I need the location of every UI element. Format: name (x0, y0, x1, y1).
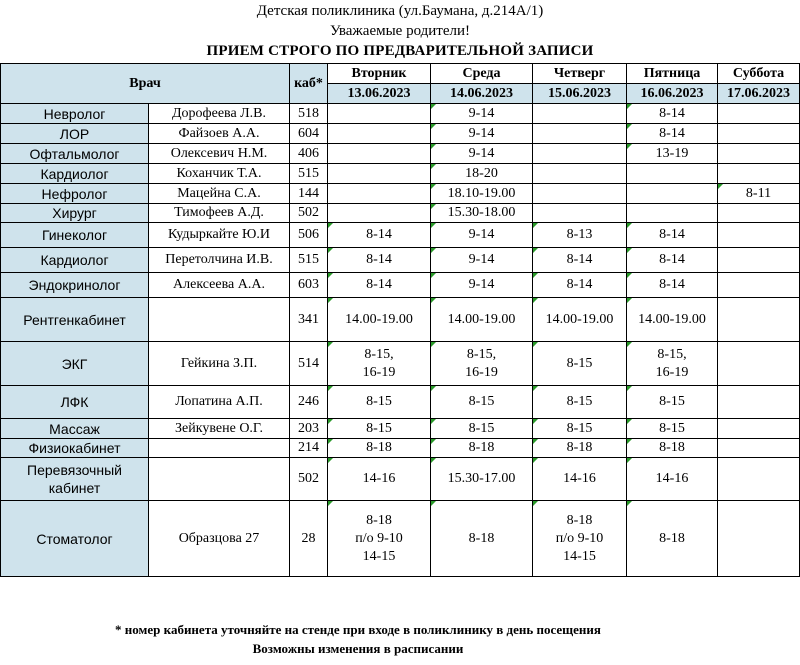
specialty-label: Гинеколог (41, 227, 108, 243)
slot-cell (533, 342, 627, 386)
slot-hours: 8-14 (659, 227, 685, 242)
slot-cell (718, 419, 800, 439)
room-cell: 203 (290, 419, 328, 439)
doctor-cell: Алексеева А.А. (149, 273, 290, 298)
specialty-cell (1, 204, 149, 223)
slot-hours: 8-14 (366, 252, 392, 267)
table-row (1, 184, 800, 204)
specialty-label: Кардиолог (40, 165, 109, 182)
slot-cell (533, 248, 627, 273)
slot-cell (718, 124, 800, 144)
slot-hours: 14.00-19.00 (545, 311, 614, 327)
slot-hours: 9-14 (468, 227, 495, 242)
table-row (1, 458, 800, 501)
doctor-cell (149, 439, 290, 458)
specialty-label: Массаж (49, 420, 100, 437)
day-header-3: Пятница (627, 64, 718, 84)
slot-cell (328, 273, 431, 298)
specialty-cell (1, 273, 149, 298)
slot-cell (431, 273, 533, 298)
slot-cell (533, 204, 627, 223)
slot-cell (431, 439, 533, 458)
day-header-0: Вторник (328, 64, 431, 84)
slot-cell (431, 501, 533, 577)
specialty-label: Эндокринолог (28, 277, 121, 293)
slot-cell (718, 144, 800, 164)
room-cell: 502 (290, 458, 328, 501)
doctor-column-header: Врач (1, 64, 290, 104)
slot-hours: 8-15, 16-19 (465, 346, 498, 380)
slot-hours: 14.00-19.00 (345, 311, 413, 327)
slot-cell (328, 458, 431, 501)
specialty-label: ЛФК (60, 394, 89, 410)
slot-cell (627, 124, 718, 144)
room-cell: 406 (290, 144, 328, 164)
room-cell: 603 (290, 273, 328, 298)
specialty-cell (1, 144, 149, 164)
slot-cell (627, 104, 718, 124)
slot-hours: 14-16 (362, 471, 396, 486)
day-header-2: Четверг (533, 64, 627, 84)
slot-cell (718, 104, 800, 124)
room-cell: 246 (290, 386, 328, 419)
date-header-1: 14.06.2023 (431, 84, 533, 104)
schedule-table (0, 63, 800, 577)
specialty-cell (1, 124, 149, 144)
table-row (1, 386, 800, 419)
slot-hours: 8-15 (468, 420, 495, 436)
specialty-label: Кардиолог (40, 252, 109, 268)
doctor-cell: Лопатина А.П. (149, 386, 290, 419)
room-cell: 515 (290, 164, 328, 184)
slot-hours: 8-14 (566, 277, 593, 292)
slot-hours: 8-18 (468, 530, 495, 546)
specialty-cell (1, 164, 149, 184)
slot-cell (718, 342, 800, 386)
slot-hours: 15.30-18.00 (447, 205, 516, 220)
slot-hours: 14.00-19.00 (638, 311, 706, 327)
slot-cell (431, 144, 533, 164)
room-footnote: * номер кабинета уточняйте на стенде при входе в поликлинику в день посещения (115, 622, 601, 637)
slot-hours: 8-18 (659, 530, 685, 546)
slot-cell (431, 124, 533, 144)
doctor-cell: Гейкина З.П. (149, 342, 290, 386)
slot-cell (431, 342, 533, 386)
doctor-cell: Олексевич Н.М. (149, 144, 290, 164)
slot-hours: 9-14 (468, 252, 495, 267)
slot-cell (718, 164, 800, 184)
slot-cell (627, 458, 718, 501)
slot-cell (431, 419, 533, 439)
doctor-cell: Зейкувене О.Г. (149, 419, 290, 439)
slot-hours: 14-16 (563, 471, 596, 486)
specialty-cell (1, 501, 149, 577)
slot-cell (627, 273, 718, 298)
specialty-cell (1, 439, 149, 458)
day-header-4: Суббота (718, 64, 800, 84)
room-cell: 144 (290, 184, 328, 204)
slot-hours: 14.00-19.00 (447, 311, 516, 327)
specialty-label: Офтальмолог (29, 145, 120, 162)
specialty-label: Физиокабинет (28, 440, 121, 456)
slot-cell (718, 439, 800, 458)
slot-hours: 18.10-19.00 (447, 185, 516, 201)
doctor-cell: Образцова 27 (149, 501, 290, 577)
slot-cell (328, 386, 431, 419)
slot-hours: 8-15 (659, 394, 685, 409)
table-row (1, 419, 800, 439)
doctor-cell: Дорофеева Л.В. (149, 104, 290, 124)
specialty-label: Рентгенкабинет (23, 311, 126, 328)
room-cell: 502 (290, 204, 328, 223)
table-row (1, 104, 800, 124)
doctor-cell (149, 458, 290, 501)
slot-cell (533, 273, 627, 298)
slot-cell (533, 386, 627, 419)
slot-cell (627, 501, 718, 577)
slot-cell (533, 298, 627, 342)
slot-hours: 8-18 п/о 9-10 14-15 (555, 512, 604, 564)
clinic-title: Детская поликлиника (ул.Баумана, д.214А/1) (256, 3, 544, 19)
slot-hours: 8-14 (366, 227, 392, 242)
slot-hours: 8-14 (659, 105, 685, 121)
header-row-days (1, 64, 800, 84)
slot-hours: 8-15 (566, 394, 593, 409)
specialty-label: Перевязочный кабинет (27, 462, 122, 496)
slot-cell (533, 164, 627, 184)
slot-cell (627, 164, 718, 184)
room-cell: 341 (290, 298, 328, 342)
slot-hours: 8-15, 16-19 (655, 346, 689, 380)
room-cell: 604 (290, 124, 328, 144)
slot-cell (533, 124, 627, 144)
doctor-cell: Перетолчина И.В. (149, 248, 290, 273)
room-cell: 518 (290, 104, 328, 124)
doctor-cell: Мацейна С.А. (149, 184, 290, 204)
slot-hours: 18-20 (465, 165, 498, 181)
slot-hours: 9-14 (468, 277, 495, 292)
table-row (1, 342, 800, 386)
slot-cell (627, 223, 718, 248)
date-header-4: 17.06.2023 (718, 84, 800, 104)
slot-cell (718, 184, 800, 204)
table-row (1, 439, 800, 458)
specialty-cell (1, 104, 149, 124)
doctor-cell: Кудыркайте Ю.И (149, 223, 290, 248)
table-row (1, 298, 800, 342)
slot-cell (328, 184, 431, 204)
slot-cell (328, 223, 431, 248)
slot-hours: 8-18 (468, 440, 495, 455)
specialty-cell (1, 342, 149, 386)
slot-cell (627, 144, 718, 164)
slot-hours: 8-18 (659, 440, 685, 455)
slot-hours: 8-14 (366, 277, 392, 292)
slot-cell (431, 223, 533, 248)
date-header-2: 15.06.2023 (533, 84, 627, 104)
slot-cell (328, 104, 431, 124)
slot-hours: 8-15 (659, 420, 685, 436)
specialty-label: Хирург (52, 205, 97, 221)
slot-cell (328, 342, 431, 386)
slot-cell (718, 223, 800, 248)
slot-hours: 8-15 (366, 420, 392, 436)
slot-cell (627, 439, 718, 458)
specialty-label: ЛОР (59, 125, 90, 142)
slot-cell (718, 204, 800, 223)
table-row (1, 223, 800, 248)
room-cell: 506 (290, 223, 328, 248)
slot-cell (328, 124, 431, 144)
table-row (1, 164, 800, 184)
slot-cell (533, 501, 627, 577)
room-cell: 28 (290, 501, 328, 577)
slot-cell (431, 104, 533, 124)
slot-hours: 8-15 (566, 420, 593, 436)
slot-cell (431, 386, 533, 419)
doctor-cell: Тимофеев А.Д. (149, 204, 290, 223)
date-header-3: 16.06.2023 (627, 84, 718, 104)
slot-hours: 9-14 (468, 125, 495, 141)
table-row (1, 204, 800, 223)
slot-cell (328, 298, 431, 342)
slot-cell (431, 248, 533, 273)
slot-cell (431, 298, 533, 342)
slot-cell (431, 184, 533, 204)
slot-hours: 8-18 (566, 440, 593, 455)
specialty-cell (1, 184, 149, 204)
table-row (1, 144, 800, 164)
slot-hours: 8-15 (566, 355, 593, 371)
date-header-0: 13.06.2023 (328, 84, 431, 104)
doctor-cell (149, 298, 290, 342)
slot-cell (718, 298, 800, 342)
slot-cell (627, 248, 718, 273)
slot-cell (718, 386, 800, 419)
table-row (1, 248, 800, 273)
slot-hours: 8-11 (745, 185, 772, 201)
slot-cell (533, 419, 627, 439)
appointment-notice: ПРИЕМ СТРОГО ПО ПРЕДВАРИТЕЛЬНОЙ ЗАПИСИ (206, 43, 594, 59)
slot-hours: 8-15, 16-19 (362, 346, 396, 380)
slot-hours: 8-14 (659, 125, 685, 141)
slot-cell (533, 439, 627, 458)
schedule-change-note: Возможны изменения в расписании (252, 641, 464, 656)
slot-cell (533, 223, 627, 248)
slot-cell (627, 342, 718, 386)
slot-hours: 8-14 (566, 252, 593, 267)
slot-hours: 8-14 (659, 277, 685, 292)
slot-cell (328, 419, 431, 439)
specialty-cell (1, 386, 149, 419)
slot-cell (718, 458, 800, 501)
slot-cell (328, 204, 431, 223)
specialty-label: Стоматолог (36, 530, 113, 547)
slot-cell (627, 419, 718, 439)
slot-cell (328, 144, 431, 164)
slot-cell (627, 204, 718, 223)
slot-hours: 13-19 (655, 145, 689, 161)
slot-cell (533, 184, 627, 204)
slot-cell (328, 439, 431, 458)
table-row (1, 273, 800, 298)
doctor-cell: Коханчик Т.А. (149, 164, 290, 184)
slot-hours: 8-18 (366, 440, 392, 455)
specialty-cell (1, 223, 149, 248)
table-row (1, 124, 800, 144)
slot-cell (718, 248, 800, 273)
room-cell: 514 (290, 342, 328, 386)
room-cell: 214 (290, 439, 328, 458)
slot-hours: 8-15 (468, 394, 495, 409)
slot-cell (328, 164, 431, 184)
slot-cell (627, 184, 718, 204)
slot-hours: 9-14 (468, 145, 495, 161)
slot-hours: 15.30-17.00 (447, 471, 516, 486)
table-row (1, 501, 800, 577)
specialty-label: Нефролог (41, 185, 108, 202)
day-header-1: Среда (431, 64, 533, 84)
room-column-header: каб* (290, 64, 328, 104)
slot-cell (627, 298, 718, 342)
slot-hours: 8-18 п/о 9-10 14-15 (355, 512, 403, 564)
slot-cell (431, 164, 533, 184)
slot-hours: 8-15 (366, 394, 392, 409)
slot-cell (718, 501, 800, 577)
slot-cell (431, 458, 533, 501)
slot-cell (533, 458, 627, 501)
slot-hours: 9-14 (468, 105, 495, 121)
slot-cell (627, 386, 718, 419)
slot-cell (533, 144, 627, 164)
room-cell: 515 (290, 248, 328, 273)
slot-cell (328, 501, 431, 577)
slot-hours: 14-16 (655, 471, 689, 486)
slot-cell (533, 104, 627, 124)
slot-cell (328, 248, 431, 273)
slot-cell (718, 273, 800, 298)
specialty-label: Невролог (43, 105, 106, 122)
slot-hours: 8-13 (566, 227, 593, 242)
specialty-label: ЭКГ (61, 355, 88, 372)
specialty-cell (1, 298, 149, 342)
slot-hours: 8-14 (659, 252, 685, 267)
specialty-cell (1, 248, 149, 273)
slot-cell (431, 204, 533, 223)
greeting: Уважаемые родители! (329, 23, 471, 39)
specialty-cell (1, 458, 149, 501)
doctor-cell: Файзоев А.А. (149, 124, 290, 144)
specialty-cell (1, 419, 149, 439)
